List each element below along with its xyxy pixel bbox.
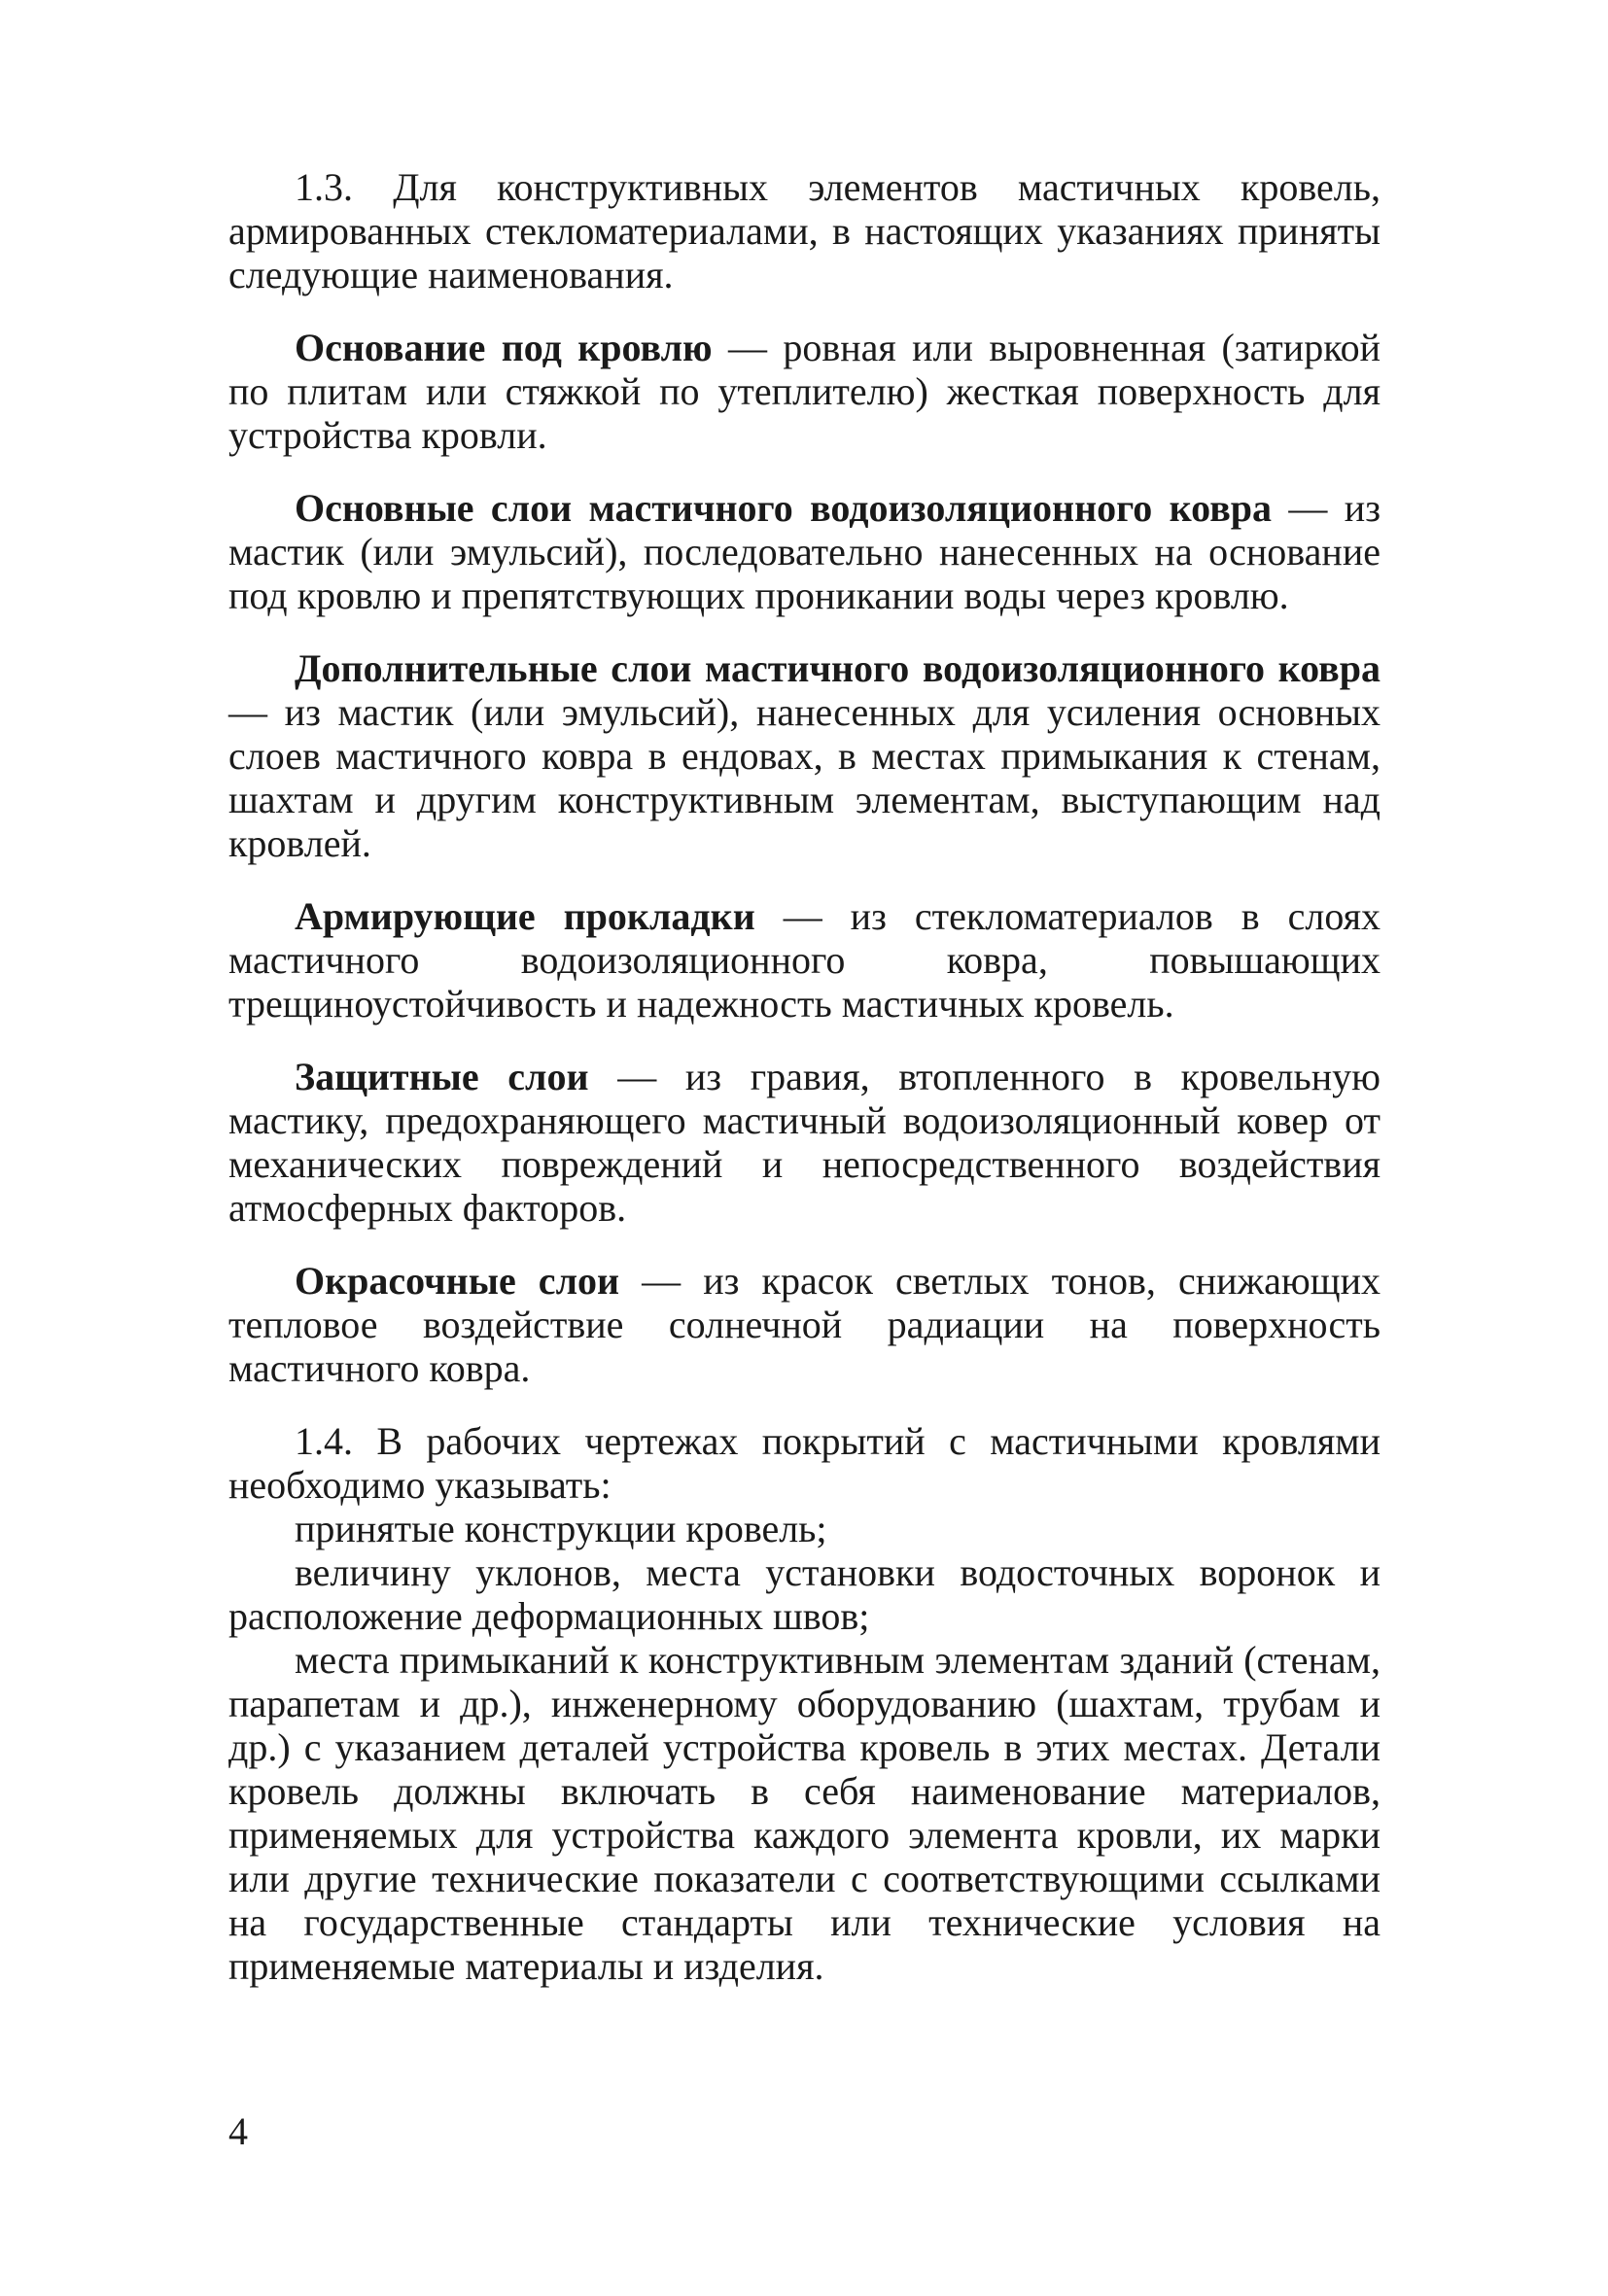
definition-text: — из мастик (или эмульсий), нанесенных для усиления основных слоев мастичного ковра в ендовах, в местах примыкания к стенам, шахтам и другим конструктивным элементам, выступающим над кровлей. — [228, 690, 1381, 865]
definition-text: — ровная или выровненная (затиркой по плитам или стяжкой по утеплителю) жесткая поверхность для устройства кровли. — [228, 326, 1381, 457]
definition-additional-layers — [228, 646, 1381, 865]
definition-text: — из мастик (или эмульсий), последовательно нанесенных на основание под кровлю и препятствующих проникании воды через кровлю. — [228, 486, 1381, 617]
definition-text: — из красок светлых тонов, снижающих тепловое воздействие солнечной радиации на поверхность мастичного ковра. — [228, 1259, 1381, 1390]
definition-main-layers — [228, 486, 1381, 617]
page-body — [228, 165, 1381, 1988]
definition-term: Основные слои мастичного водоизоляционного ковра — [295, 486, 1273, 530]
definition-base — [228, 326, 1381, 457]
list-item — [228, 1550, 1381, 1638]
list-item — [228, 1638, 1381, 1988]
definition-term: Защитные слои — [295, 1055, 589, 1098]
page-number: 4 — [228, 2109, 248, 2153]
definition-protective-layers — [228, 1055, 1381, 1230]
definition-text: — из стекломатериалов в слоях мастичного водоизоляционного ковра, повышающих трещиноустойчивость и надежность мастичных кровель. — [228, 894, 1381, 1026]
paragraph-1-4-intro: 1.4. В рабочих чертежах покрытий с мастичными кровлями необходимо указывать: — [228, 1419, 1381, 1507]
list-item-text: принятые конструкции кровель; — [295, 1507, 827, 1550]
definition-text: — из гравия, втопленного в кровельную мастику, предохраняющего мастичный водоизоляционный ковер от механических повреждений и непосредственного воздействия атмосферных факторов. — [228, 1055, 1381, 1230]
list-item-text: места примыканий к конструктивным элементам зданий (стенам, парапетам и др.), инженерному оборудованию (шахтам, трубам и др.) с указанием деталей устройства кровель в этих местах. Детали кровель должны включать в себя наименование материалов, применяемых для устройства каждого элемента кровли, их марки или другие технические показатели с соответствующими ссылками на государственные стандарты или технические условия на применяемые материалы и изделия. — [228, 1638, 1381, 1988]
paragraph-1-3-text: 1.3. Для конструктивных элементов мастичных кровель, армированных стекломатериалами, в настоящих указаниях приняты следующие наименования. — [228, 165, 1381, 296]
definition-reinforcing-layers — [228, 894, 1381, 1026]
list-item-text: величину уклонов, места установки водосточных воронок и расположение деформационных швов; — [228, 1550, 1381, 1638]
definition-term: Дополнительные слои мастичного водоизоляционного ковра — [295, 646, 1381, 690]
definition-term: Окрасочные слои — [295, 1259, 620, 1303]
paragraph-1-4 — [228, 1419, 1381, 1507]
definition-term: Армирующие прокладки — [295, 894, 755, 938]
definition-term: Основание под кровлю — [295, 326, 713, 369]
list-item — [228, 1507, 1381, 1550]
definition-paint-layers — [228, 1259, 1381, 1390]
paragraph-1-3 — [228, 165, 1381, 296]
